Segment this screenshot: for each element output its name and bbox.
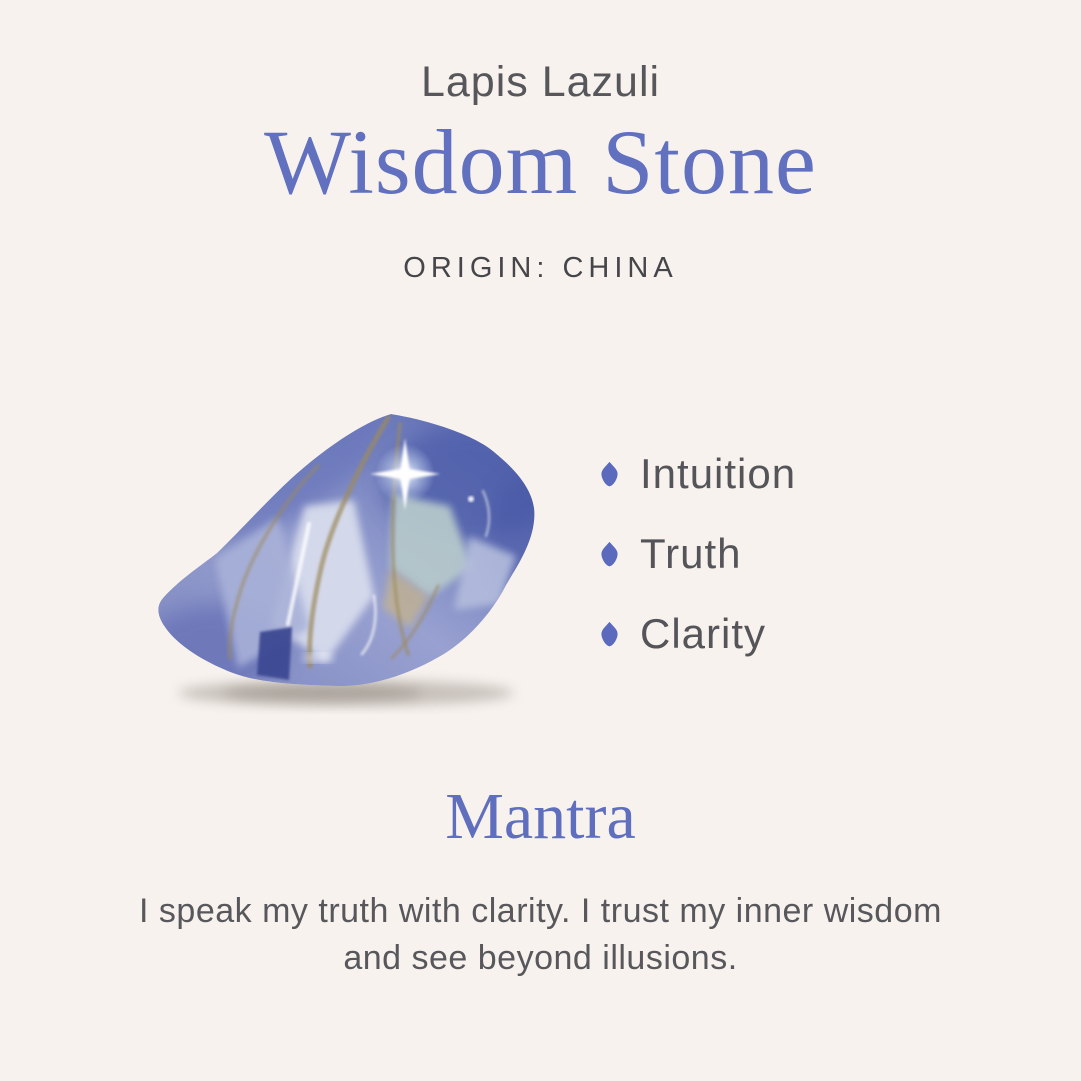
mantra-text [0,888,1081,982]
property-item-clarity [598,610,796,658]
page-title: Wisdom Stone [264,111,817,213]
gem-bullet-icon [598,621,621,648]
origin-label: ORIGIN: CHINA [403,252,678,284]
stone-name-subtitle: Lapis Lazuli [420,58,661,106]
lapis-stone-watercolor-icon [138,396,588,714]
mantra-heading: Mantra [445,780,636,853]
gem-bullet-icon [598,541,621,568]
gem-bullet-icon [598,461,621,488]
property-item-intuition [598,450,796,498]
mantra-line-2: and see beyond illusions. [343,939,738,977]
property-label: Clarity [640,610,767,657]
mantra-line-1: I speak my truth with clarity. I trust my inner wisdom [139,892,942,930]
property-label: Truth [640,530,742,577]
properties-list [598,450,796,690]
property-label: Intuition [640,450,797,497]
property-item-truth [598,530,796,578]
stone-illustration [138,396,588,714]
